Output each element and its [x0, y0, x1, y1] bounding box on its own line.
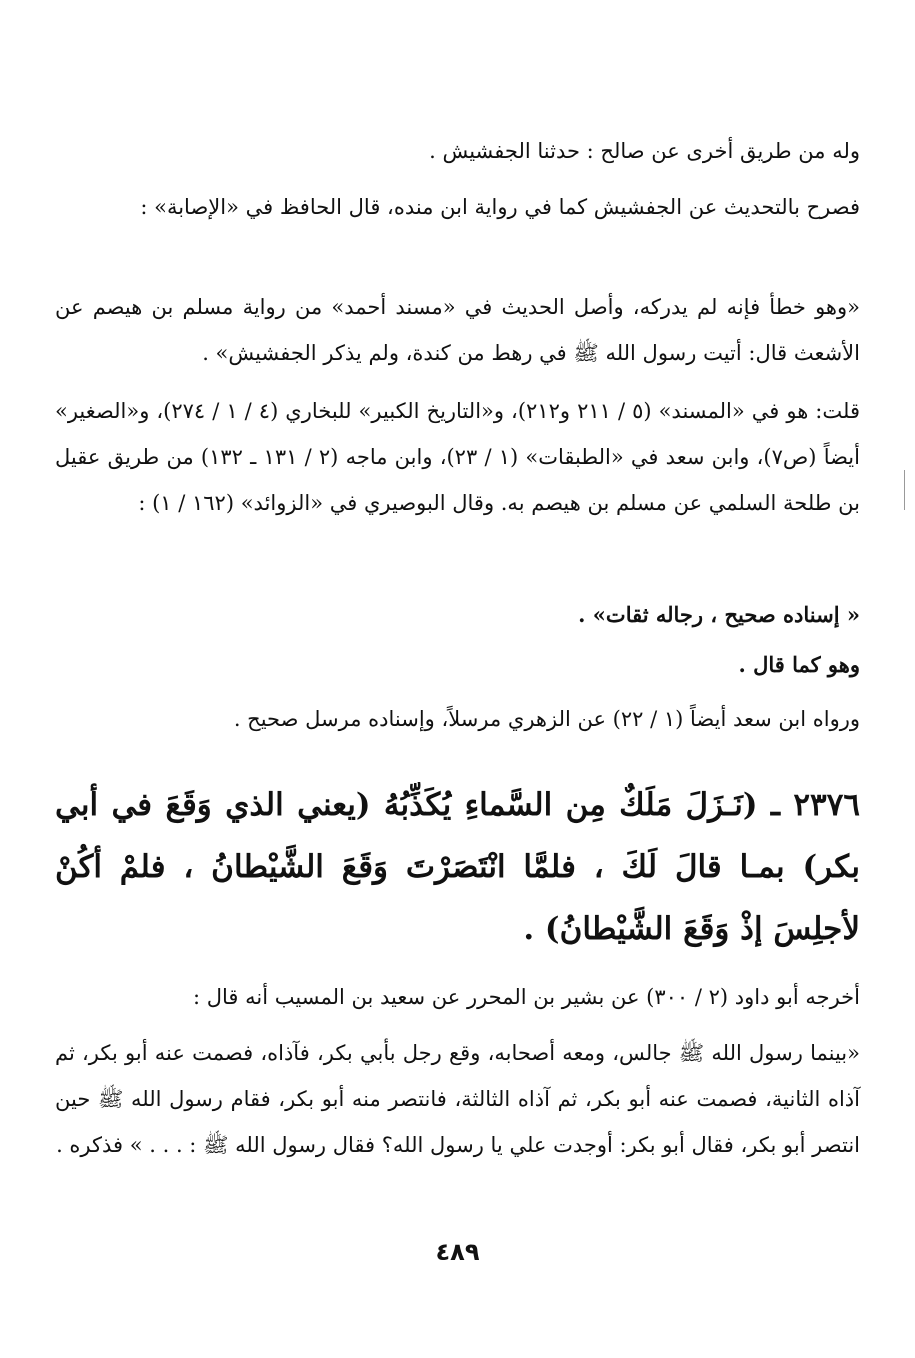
paragraph-7: ورواه ابن سعد أيضاً (١ / ٢٢) عن الزهري مرسلاً، وإسناده مرسل صحيح . — [233, 707, 860, 731]
paragraph-4-sources: قلت: هو في «المسند» (٥ / ٢١١ و٢١٢)، و«التاريخ الكبير» للبخاري (٤ / ١ / ٢٧٤)، و«الصغير» أيضاً (ص٧)، وابن سعد في «الطبقات» (١ / ٢٣)، وابن ماجه (٢ / ١٣١ ـ ١٣٢) من طريق عقيل بن طلحة السلمي عن مسلم بن هيصم به. وقال البوصيري في «الزوائد» (١٦٢ / ١) : — [55, 399, 860, 515]
paragraph-2: فصرح بالتحديث عن الجفشيش كما في رواية ابن منده، قال الحافظ في «الإصابة» : — [140, 195, 860, 219]
takhrij-narration: «بينما رسول الله ﷺ جالس، ومعه أصحابه، وقع رجل بأبي بكر، فآذاه، فصمت عنه أبو بكر، ثم آذاه الثانية، فصمت عنه أبو بكر، ثم آذاه الثالثة، فانتصر منه أبو بكر، فقام رسول الله ﷺ حين انتصر أبو بكر، فقال أبو بكر: أوجدت علي يا رسول الله؟ فقال رسول الله ﷺ : . . . » فذكره . — [55, 1041, 860, 1157]
paragraph-5-grading: « إسناده صحيح ، رجاله ثقات» . — [578, 602, 860, 627]
hadith-text: ٢٣٧٦ ـ (نَـزَلَ مَلَكٌ مِن السَّماءِ يُكَذِّبُهُ (يعني الذي وَقَعَ في أبي بكر) بمـا قالَ لَكَ ، فلمَّا انْتَصَرْتَ وَقَعَ الشَّيْطانُ ، فلمْ أكُنْ لأجلِسَ إذْ وَقَعَ الشَّيْطانُ) . — [55, 787, 860, 947]
scan-edge-mark — [904, 470, 905, 510]
paragraph-6-verdict: وهو كما قال . — [738, 652, 860, 677]
paragraph-3-quote: «وهو خطأ فإنه لم يدركه، وأصل الحديث في «مسند أحمد» من رواية مسلم بن هيصم عن الأشعث قال: أتيت رسول الله ﷺ في رهط من كندة، ولم يذكر الجفشيش» . — [55, 295, 860, 365]
paragraph-1: وله من طريق أخرى عن صالح : حدثنا الجفشيش . — [429, 139, 860, 163]
page-number: ٤٨٩ — [435, 1238, 480, 1266]
takhrij-intro: أخرجه أبو داود (٢ / ٣٠٠) عن بشير بن المحرر عن سعيد بن المسيب أنه قال : — [193, 985, 860, 1009]
